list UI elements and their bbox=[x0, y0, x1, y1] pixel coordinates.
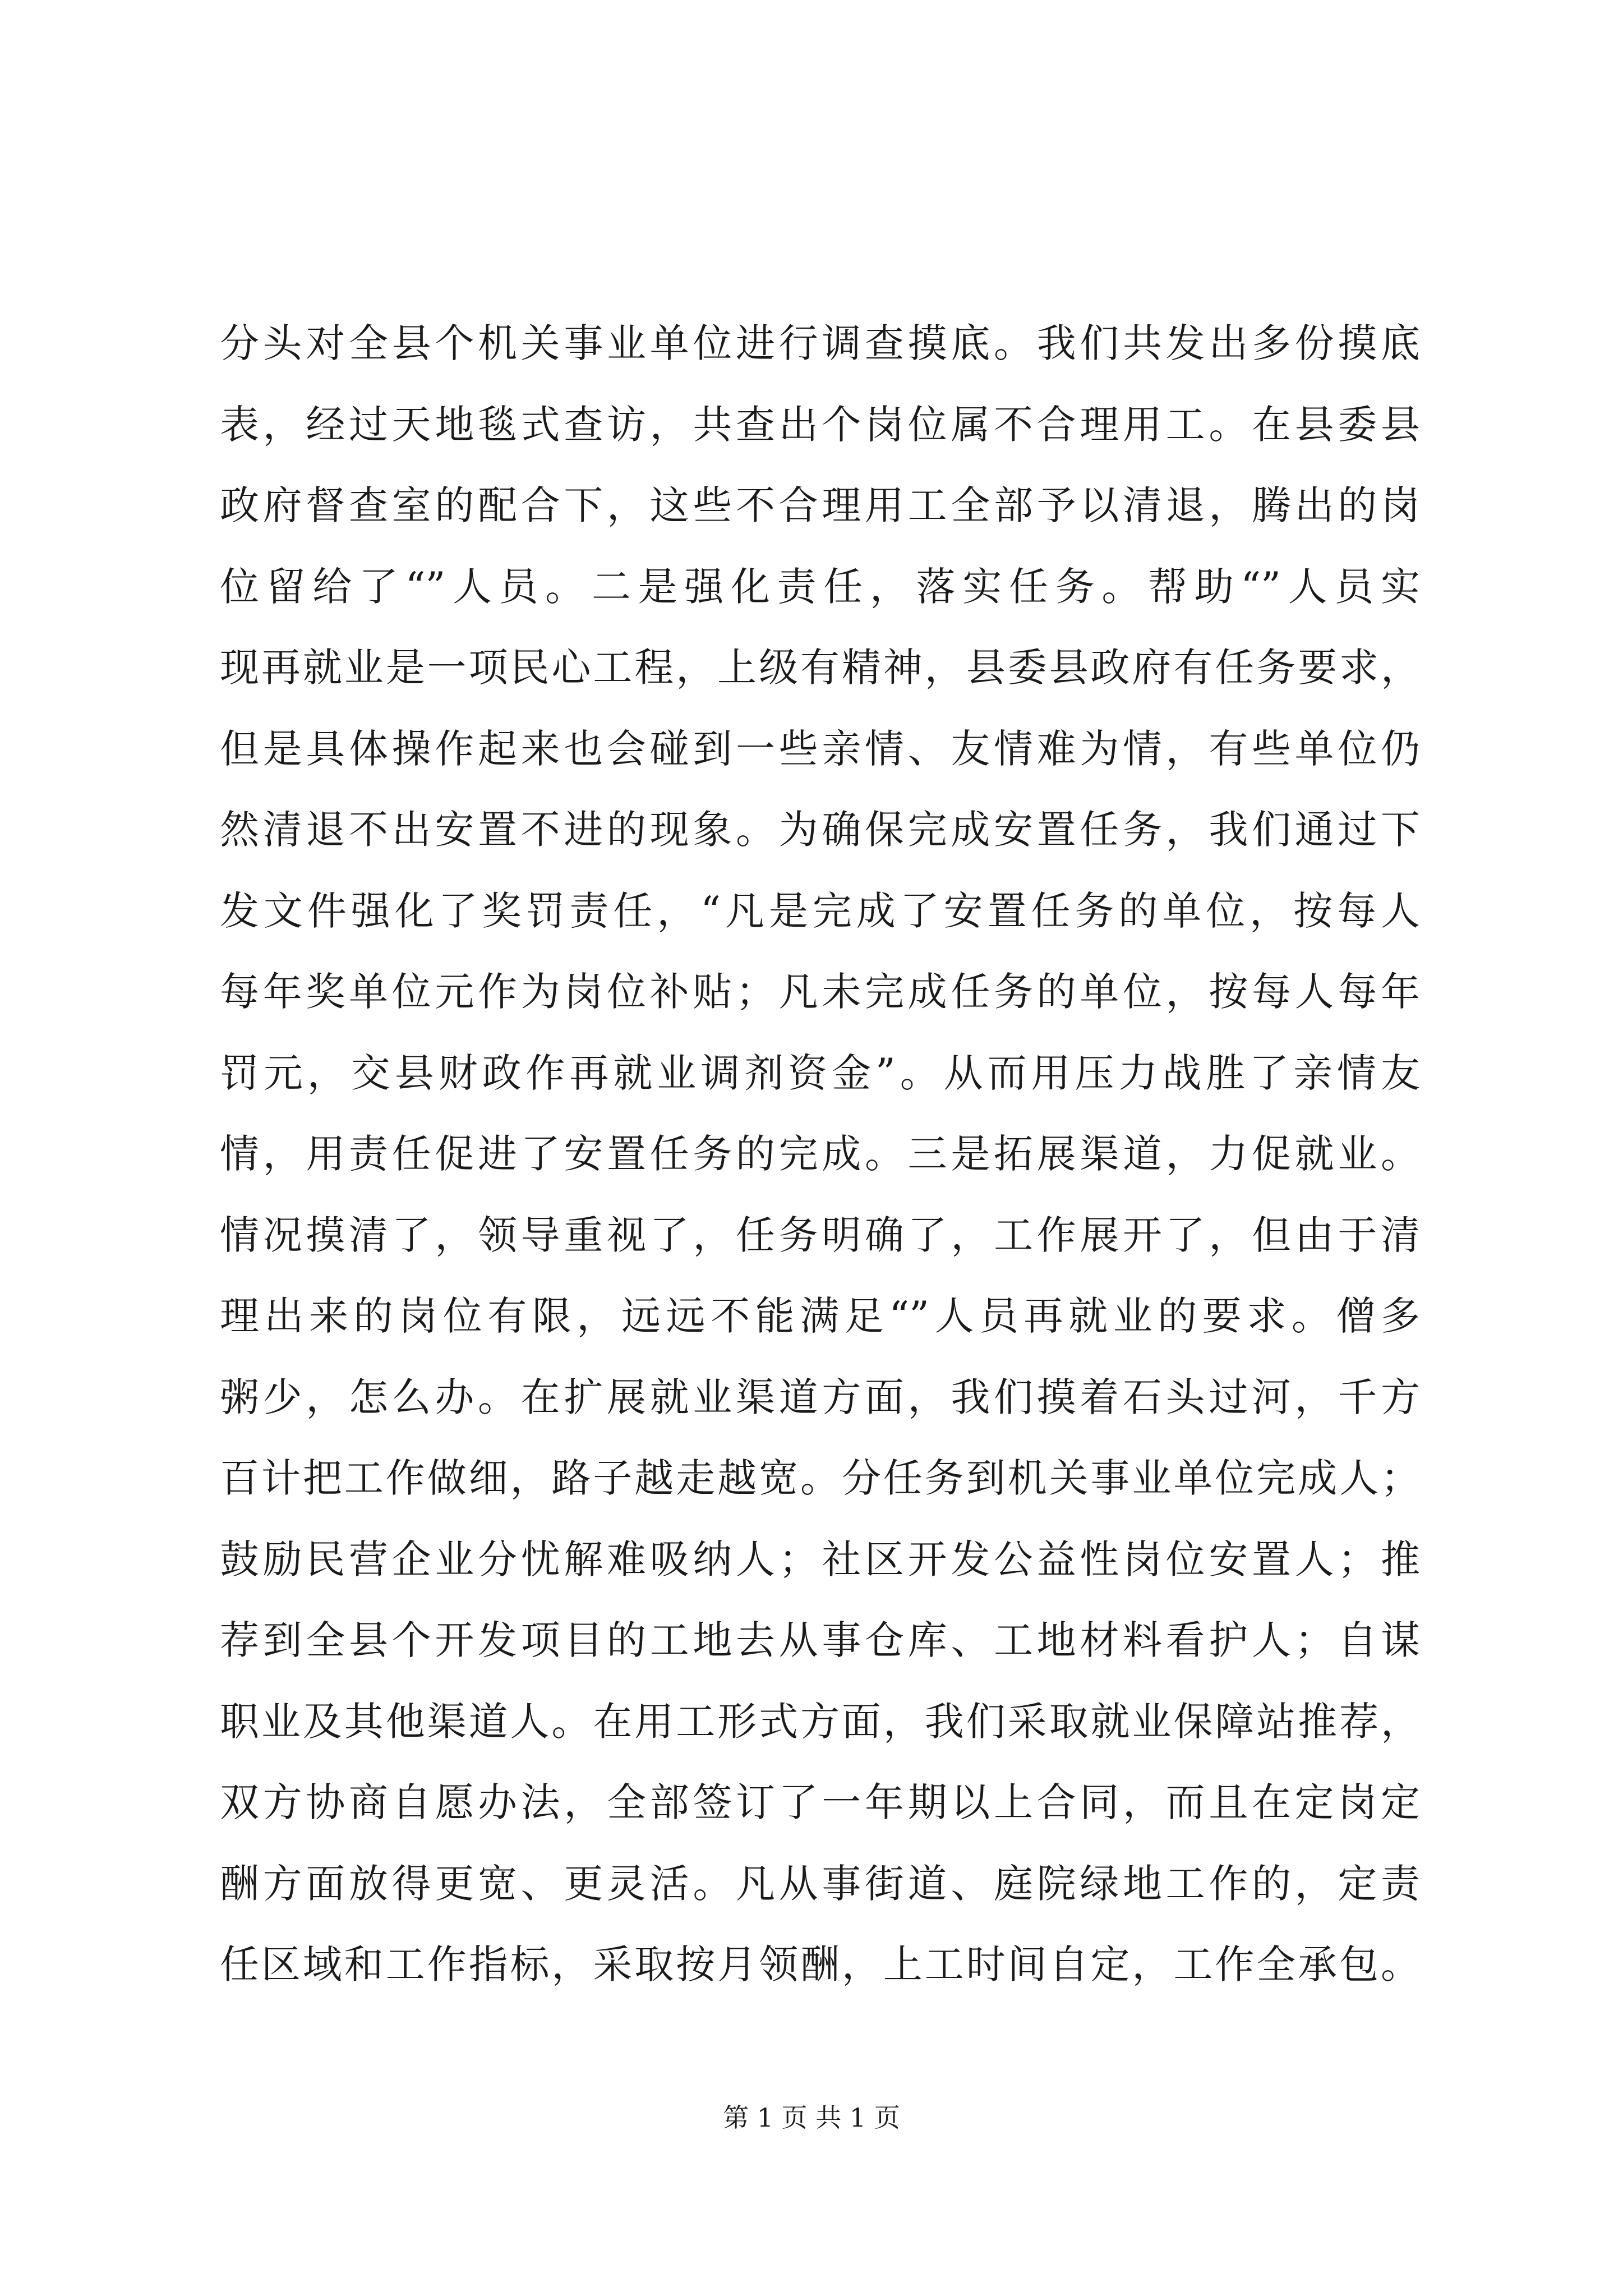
text-line: 现再就业是一项民心工程，上级有精神，县委县政府有任务要求， bbox=[220, 645, 1420, 691]
text-line: 然清退不出安置不进的现象。为确保完成安置任务，我们通过下 bbox=[220, 807, 1420, 853]
text-line: 荐到全县个开发项目的工地去从事仓库、工地材料看护人；自谋 bbox=[220, 1617, 1420, 1663]
text-line: 任区域和工作指标，采取按月领酬，上工时间自定，工作全承包。 bbox=[220, 1941, 1420, 1987]
text-line: 鼓励民营企业分忧解难吸纳人；社区开发公益性岗位安置人；推 bbox=[220, 1536, 1420, 1582]
text-line: 表，经过天地毯式查访，共查出个岗位属不合理用工。在县委县 bbox=[220, 401, 1420, 448]
text-line: 酬方面放得更宽、更灵活。凡从事街道、庭院绿地工作的，定责 bbox=[220, 1860, 1420, 1907]
text-line: 百计把工作做细，路子越走越宽。分任务到机关事业单位完成人； bbox=[220, 1455, 1420, 1501]
text-line: 粥少，怎么办。在扩展就业渠道方面，我们摸着石头过河，千方 bbox=[220, 1374, 1420, 1420]
page-footer: 第 1 页 共 1 页 bbox=[723, 2102, 900, 2133]
text-line: 每年奖单位元作为岗位补贴；凡未完成任务的单位，按每人每年 bbox=[220, 969, 1420, 1015]
body-paragraph bbox=[220, 303, 1420, 2005]
text-line: 罚元，交县财政作再就业调剂资金”。从而用压力战胜了亲情友 bbox=[220, 1050, 1420, 1096]
text-line: 情，用责任促进了安置任务的完成。三是拓展渠道，力促就业。 bbox=[220, 1131, 1420, 1177]
text-line: 但是具体操作起来也会碰到一些亲情、友情难为情，有些单位仍 bbox=[220, 725, 1420, 772]
text-line: 情况摸清了，领导重视了，任务明确了，工作展开了，但由于清 bbox=[220, 1212, 1420, 1258]
text-line: 位留给了“”人员。二是强化责任，落实任务。帮助“”人员实 bbox=[220, 563, 1420, 610]
text-line: 分头对全县个机关事业单位进行调查摸底。我们共发出多份摸底 bbox=[220, 320, 1420, 366]
text-line: 政府督查室的配合下，这些不合理用工全部予以清退，腾出的岗 bbox=[220, 482, 1420, 528]
text-line: 职业及其他渠道人。在用工形式方面，我们采取就业保障站推荐， bbox=[220, 1698, 1420, 1745]
text-line: 发文件强化了奖罚责任，“凡是完成了安置任务的单位，按每人 bbox=[220, 887, 1420, 934]
text-line: 双方协商自愿办法，全部签订了一年期以上合同，而且在定岗定 bbox=[220, 1779, 1420, 1825]
text-line: 理出来的岗位有限，远远不能满足“”人员再就业的要求。僧多 bbox=[220, 1293, 1420, 1339]
